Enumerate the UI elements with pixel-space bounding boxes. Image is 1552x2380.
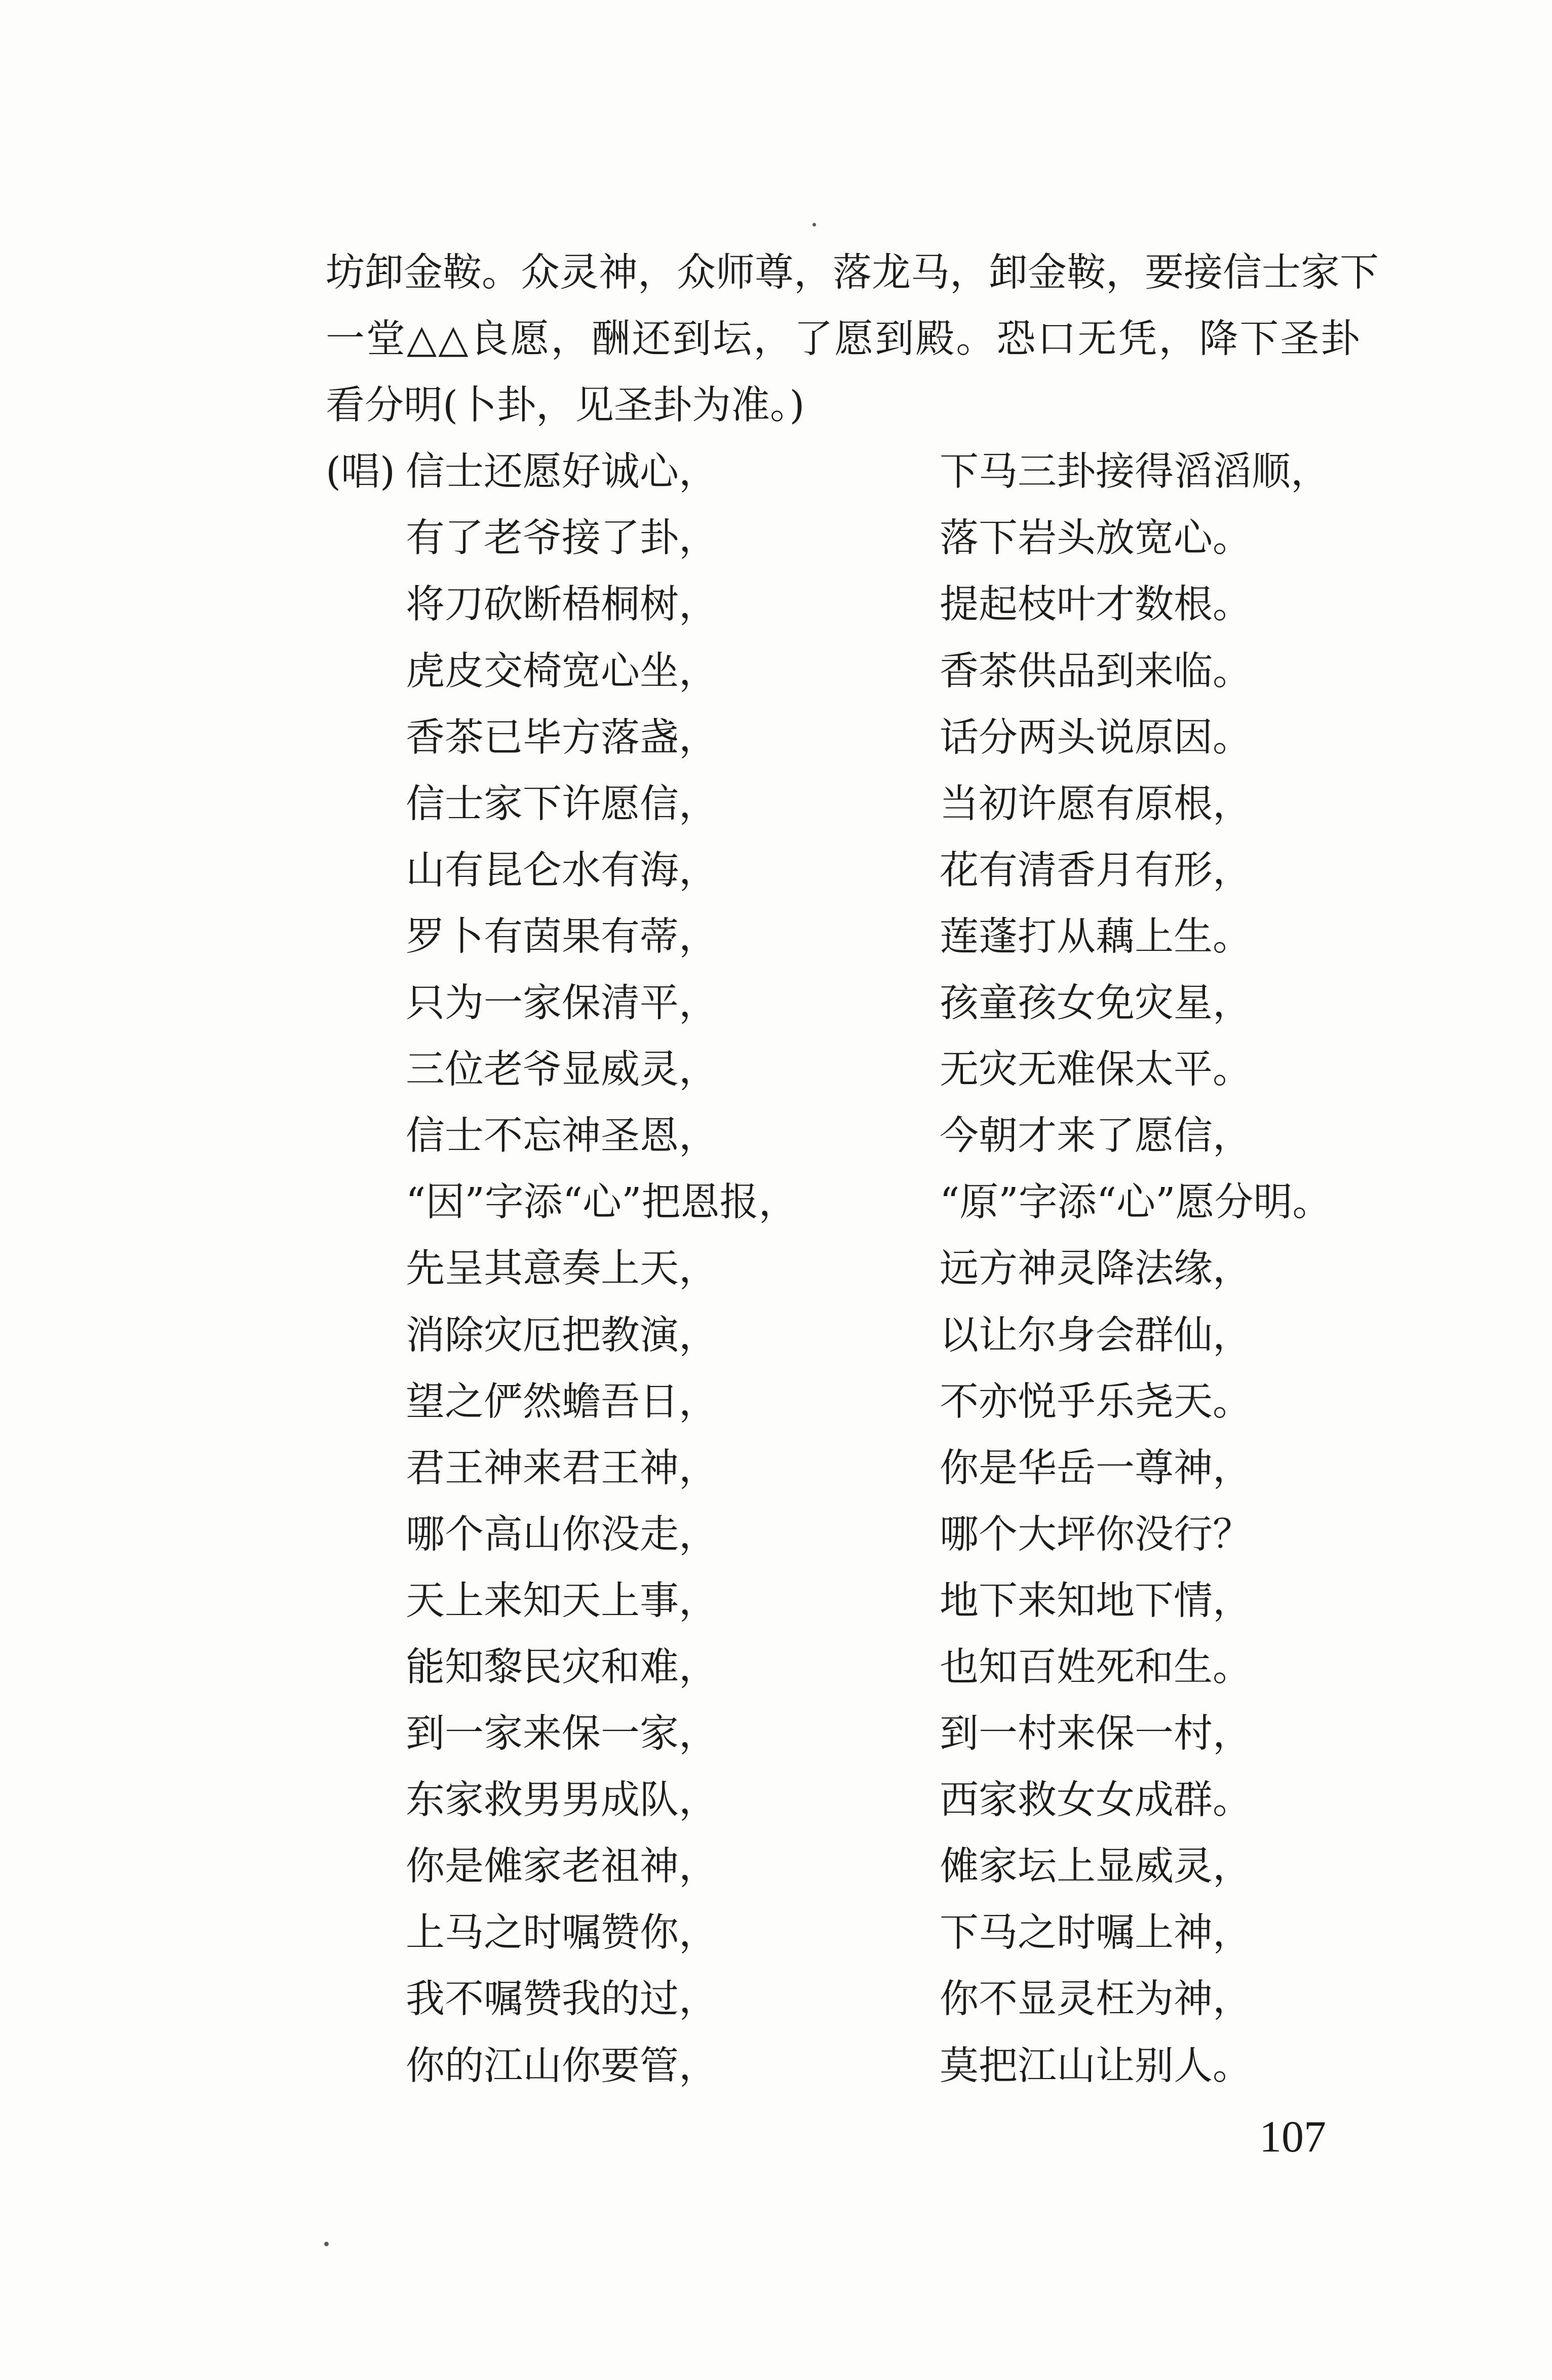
verse-line-left: 能知黎民灾和难，	[406, 1644, 718, 1690]
verse-line-right: 落下岩头放宽心。	[940, 516, 1252, 561]
verse-row	[326, 1767, 1440, 1833]
scan-speck	[324, 2242, 329, 2246]
verse-line-left: 信士家下许愿信，	[406, 781, 718, 827]
verse-line-left: 虎皮交椅宽心坐，	[406, 648, 718, 694]
verse-row	[326, 1302, 1440, 1369]
verse-line-left: 你的江山你要管，	[406, 2043, 718, 2089]
verse-line-right: 哪个大坪你没行？	[940, 1512, 1252, 1557]
verse-line-left: 天上来知天上事，	[406, 1578, 718, 1624]
verse-line-left: 信士还愿好诚心，	[406, 449, 718, 495]
verse-row	[326, 970, 1440, 1037]
verse-row	[326, 837, 1440, 904]
verse-line-left: 东家救男男成队，	[406, 1778, 718, 1823]
verse-row	[326, 1369, 1440, 1435]
verse-row	[326, 571, 1440, 638]
verse-row	[326, 1833, 1440, 1900]
verse-row	[326, 505, 1440, 571]
verse-line-right: 无灾无难保太平。	[940, 1047, 1252, 1093]
verse-line-left: 山有昆仑水有海，	[406, 848, 718, 893]
verse-line-left: 哪个高山你没走，	[406, 1512, 718, 1557]
verse-row	[326, 771, 1440, 837]
verse-line-left: “因”字添“心”把恩报，	[406, 1180, 798, 1225]
verse-line-right: 莲蓬打从藕上生。	[940, 914, 1252, 959]
verse-row	[326, 1435, 1440, 1502]
verse-row	[326, 1900, 1440, 1966]
verse-line-right: 远方神灵降法缘，	[940, 1246, 1252, 1292]
verse-line-right: “原”字添“心”愿分明。	[940, 1180, 1332, 1225]
verse-line-left: 罗卜有茵果有蒂，	[406, 914, 718, 959]
verse-line-left: 消除灾厄把教演，	[406, 1313, 718, 1358]
verse-line-right: 当初许愿有原根，	[940, 781, 1252, 827]
verse-row	[326, 1701, 1440, 1767]
verse-row	[326, 1236, 1440, 1302]
verse-line-right: 以让尔身会群仙，	[940, 1313, 1252, 1358]
verse-row	[326, 1103, 1440, 1169]
verse-line-right: 孩童孩女免灾星，	[940, 981, 1252, 1026]
verse-marker: (唱)	[326, 449, 396, 495]
verse-row	[326, 1502, 1440, 1568]
text-block	[326, 240, 1440, 2099]
verse-row	[326, 1634, 1440, 1701]
page-number: 107	[1259, 2113, 1326, 2162]
verse-line-right: 话分两头说原因。	[940, 715, 1252, 760]
verse-line-right: 到一村来保一村，	[940, 1711, 1252, 1757]
verse-line-right: 下马三卦接得滔滔顺，	[940, 449, 1330, 495]
verse-row	[326, 1568, 1440, 1634]
verse-row	[326, 1966, 1440, 2032]
verse-line-right: 香茶供品到来临。	[940, 648, 1252, 694]
verse-line-right: 花有清香月有形，	[940, 848, 1252, 893]
verse-line-right: 莫把江山让别人。	[940, 2043, 1252, 2089]
verse-line-right: 今朝才来了愿信，	[940, 1114, 1252, 1159]
verse-line-right: 傩家坛上显威灵，	[940, 1844, 1252, 1890]
verse-line-right: 也知百姓死和生。	[940, 1644, 1252, 1690]
verse-line-left: 到一家来保一家，	[406, 1711, 718, 1757]
verse-row	[326, 638, 1440, 705]
verse-line-left: 三位老爷显威灵，	[406, 1047, 718, 1093]
verse-line-left: 信士不忘神圣恩，	[406, 1114, 718, 1159]
verse-line-right: 下马之时嘱上神，	[940, 1910, 1252, 1956]
verse-row	[326, 439, 1440, 505]
verse-line-left: 上马之时嘱赞你，	[406, 1910, 718, 1956]
verse-line-left: 望之俨然蟾吾日，	[406, 1379, 718, 1425]
verse-row	[326, 2033, 1440, 2099]
verse-line-left: 你是傩家老祖神，	[406, 1844, 718, 1890]
verse-row	[326, 904, 1440, 970]
verse-row	[326, 1037, 1440, 1103]
verse-row	[326, 705, 1440, 771]
verse-line-left: 只为一家保清平，	[406, 981, 718, 1026]
verse-line-left: 君王神来君王神，	[406, 1445, 718, 1491]
verse-line-left: 我不嘱赞我的过，	[406, 1977, 718, 2022]
prose-line: 看分明(卜卦，见圣卦为准。)	[326, 383, 805, 429]
verse-line-right: 你不显灵枉为神，	[940, 1977, 1252, 2022]
verse-line-left: 香茶已毕方落盏，	[406, 715, 718, 760]
verse-line-right: 不亦悦乎乐尧天。	[940, 1379, 1252, 1425]
prose-line: 一堂△△良愿，酬还到坛，了愿到殿。恐口无凭，降下圣卦	[326, 317, 1362, 362]
verse-line-right: 西家救女女成群。	[940, 1778, 1252, 1823]
verse-line-left: 将刀砍断梧桐树，	[406, 582, 718, 628]
verse-line-right: 地下来知地下情，	[940, 1578, 1252, 1624]
verse-line-left: 有了老爷接了卦，	[406, 516, 718, 561]
prose-line: 坊卸金鞍。众灵神，众师尊，落龙马，卸金鞍，要接信士家下	[326, 250, 1379, 295]
verse-line-right: 提起枝叶才数根。	[940, 582, 1252, 628]
verse-line-left: 先呈其意奏上天，	[406, 1246, 718, 1292]
verse-line-right: 你是华岳一尊神，	[940, 1445, 1252, 1491]
verse-row	[326, 1169, 1440, 1236]
scan-speck	[812, 223, 816, 226]
